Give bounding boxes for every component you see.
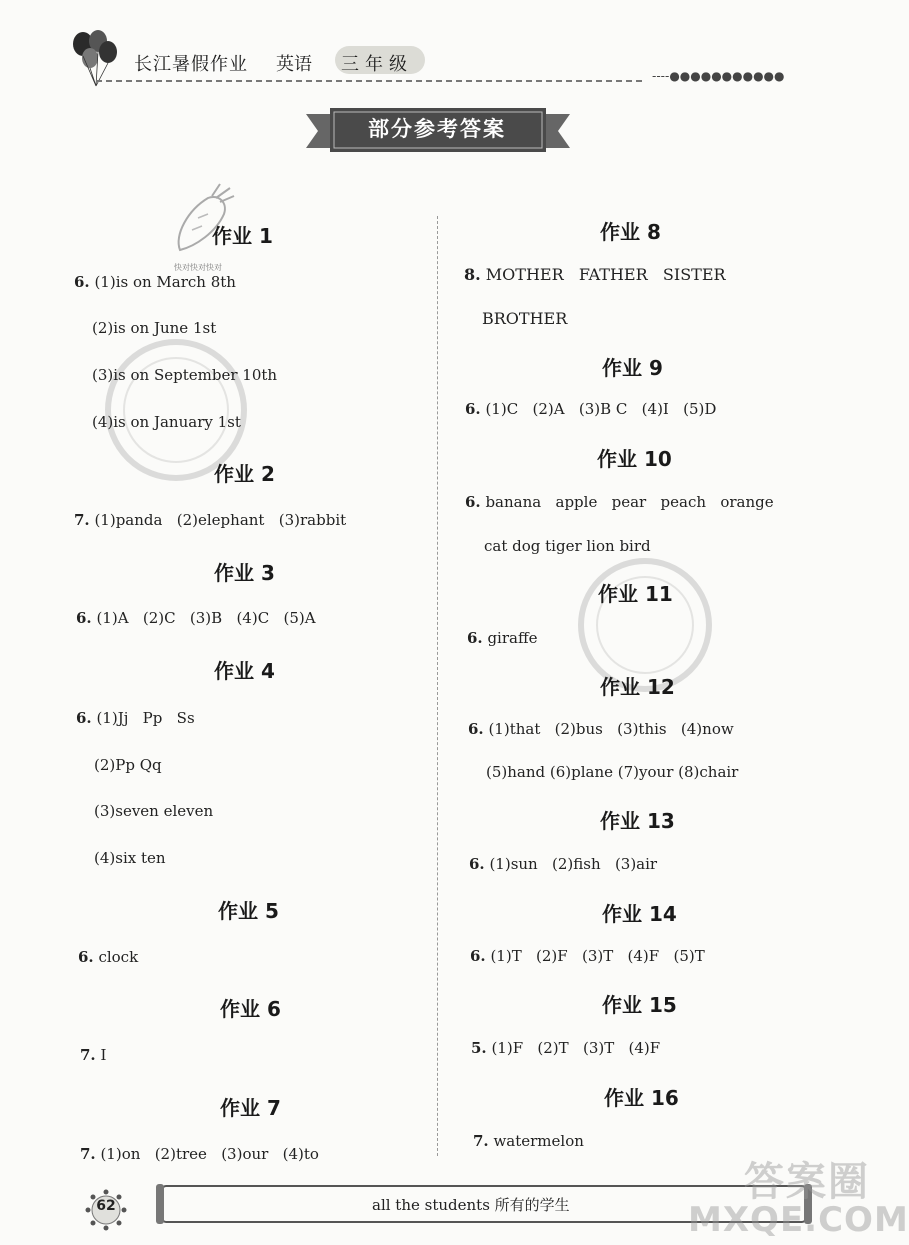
answer-line: 5. (1)F (2)T (3)T (4)F xyxy=(471,1039,661,1057)
answer-line: (5)hand (6)plane (7)your (8)chair xyxy=(486,763,739,781)
answer-line: (4)six ten xyxy=(94,849,166,867)
header-dashed-line xyxy=(96,80,642,82)
answer-line: 7. I xyxy=(80,1046,107,1064)
section-heading: 作业 1 xyxy=(212,224,273,248)
answer-line: (4)is on January 1st xyxy=(92,413,241,431)
answer-line: 6. (1)T (2)F (3)T (4)F (5)T xyxy=(470,947,705,965)
corner-watermark-url: MXQE.COM xyxy=(688,1200,909,1240)
section-heading: 作业 12 xyxy=(600,675,675,699)
answer-line: 6. giraffe xyxy=(467,629,538,647)
book-title: 长江暑假作业 xyxy=(134,54,248,75)
section-heading: 作业 2 xyxy=(214,462,275,486)
corner-watermark-logo: 答案圈 xyxy=(744,1159,870,1205)
answer-line: (2)is on June 1st xyxy=(92,319,217,337)
answer-line: cat dog tiger lion bird xyxy=(484,537,651,555)
answer-line: 7. (1)on (2)tree (3)our (4)to xyxy=(80,1145,319,1163)
section-heading: 作业 8 xyxy=(600,220,661,244)
grade-label: 三年级 xyxy=(341,54,413,75)
section-heading: 作业 5 xyxy=(218,899,279,923)
section-heading: 作业 6 xyxy=(220,997,281,1021)
answer-line: 8. MOTHER FATHER SISTER xyxy=(464,265,726,284)
answer-line: 6. banana apple pear peach orange xyxy=(465,493,774,511)
section-heading: 作业 4 xyxy=(214,659,275,683)
section-heading: 作业 15 xyxy=(602,993,677,1017)
section-heading: 作业 16 xyxy=(604,1086,679,1110)
footer-phrase: all the students 所有的学生 xyxy=(372,1196,570,1214)
banner-title: 部分参考答案 xyxy=(368,117,506,141)
stamp-small-text: 快对快对快对 xyxy=(174,263,222,272)
section-heading: 作业 14 xyxy=(602,902,677,926)
answer-line: 6. (1)A (2)C (3)B (4)C (5)A xyxy=(76,609,316,627)
section-heading: 作业 9 xyxy=(602,356,663,380)
answer-line: 6. clock xyxy=(78,948,139,966)
answer-line: 6. (1)is on March 8th xyxy=(74,273,236,291)
page-number: 62 xyxy=(96,1198,116,1214)
section-heading: 作业 13 xyxy=(600,809,675,833)
subject-label: 英语 xyxy=(276,54,312,75)
section-heading: 作业 7 xyxy=(220,1096,281,1120)
answer-line: 6. (1)Jj Pp Ss xyxy=(76,709,195,727)
section-heading: 作业 11 xyxy=(598,582,673,606)
section-heading: 作业 3 xyxy=(214,561,275,585)
answer-line: 6. (1)that (2)bus (3)this (4)now xyxy=(468,720,734,738)
answer-line: (3)seven eleven xyxy=(94,802,214,820)
answer-line: 6. (1)C (2)A (3)B C (4)I (5)D xyxy=(465,400,717,418)
answer-line: 7. watermelon xyxy=(473,1132,584,1150)
column-divider xyxy=(437,216,438,1156)
answer-line: 6. (1)sun (2)fish (3)air xyxy=(469,855,658,873)
section-heading: 作业 10 xyxy=(597,447,672,471)
answer-line: BROTHER xyxy=(482,309,568,328)
answer-line: (3)is on September 10th xyxy=(92,366,278,384)
answer-line: (2)Pp Qq xyxy=(94,756,162,774)
answer-line: 7. (1)panda (2)elephant (3)rabbit xyxy=(74,511,347,529)
header-dots: ----●●●●●●●●●●● xyxy=(652,69,785,83)
